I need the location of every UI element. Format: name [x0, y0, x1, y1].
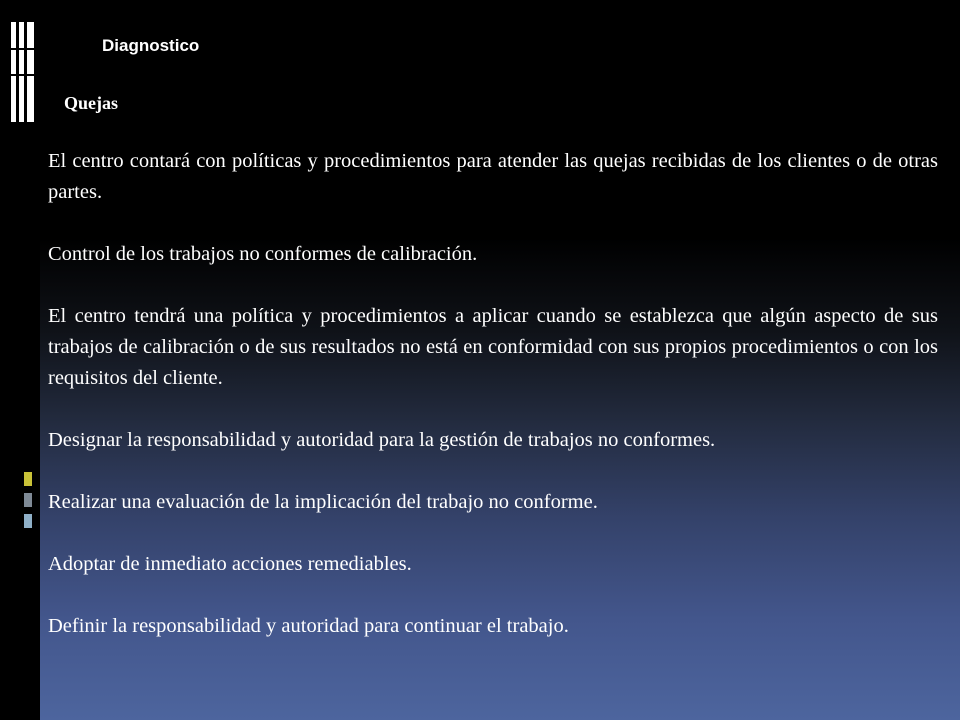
decorative-divider: [8, 74, 36, 76]
decorative-divider: [8, 48, 36, 50]
section-heading: Quejas: [64, 93, 118, 113]
paragraph-adoptar: Adoptar de inmediato acciones remediables.: [48, 553, 412, 575]
decorative-bars: [8, 22, 36, 122]
decorative-bar: [27, 22, 34, 122]
slide-title: Diagnostico: [102, 36, 200, 55]
decorative-square-gray: [24, 493, 32, 507]
decorative-bar: [11, 22, 16, 122]
paragraph-control-heading: Control de los trabajos no conformes de calibración.: [48, 243, 478, 265]
decorative-square-yellow: [24, 472, 32, 486]
decorative-square-blue: [24, 514, 32, 528]
paragraph-definir: Definir la responsabilidad y autoridad para continuar el trabajo.: [48, 615, 569, 637]
paragraph-designar: Designar la responsabilidad y autoridad para la gestión de trabajos no conformes.: [48, 429, 716, 451]
paragraph-quejas: El centro contará con políticas y procedimientos para atender las quejas recibidas de los clientes o de otras partes.: [48, 150, 938, 203]
left-strip: [0, 0, 40, 720]
text-area: [48, 26, 938, 642]
decorative-bar: [19, 22, 24, 122]
paragraph-politica: El centro tendrá una política y procedimientos a aplicar cuando se establezca que algún aspecto de sus trabajos de calibración o de sus resultados no está en conformidad con sus propios procedimientos o con los requisitos del cliente.: [48, 305, 938, 389]
decorative-squares: [24, 472, 36, 535]
paragraph-evaluacion: Realizar una evaluación de la implicación del trabajo no conforme.: [48, 491, 598, 513]
